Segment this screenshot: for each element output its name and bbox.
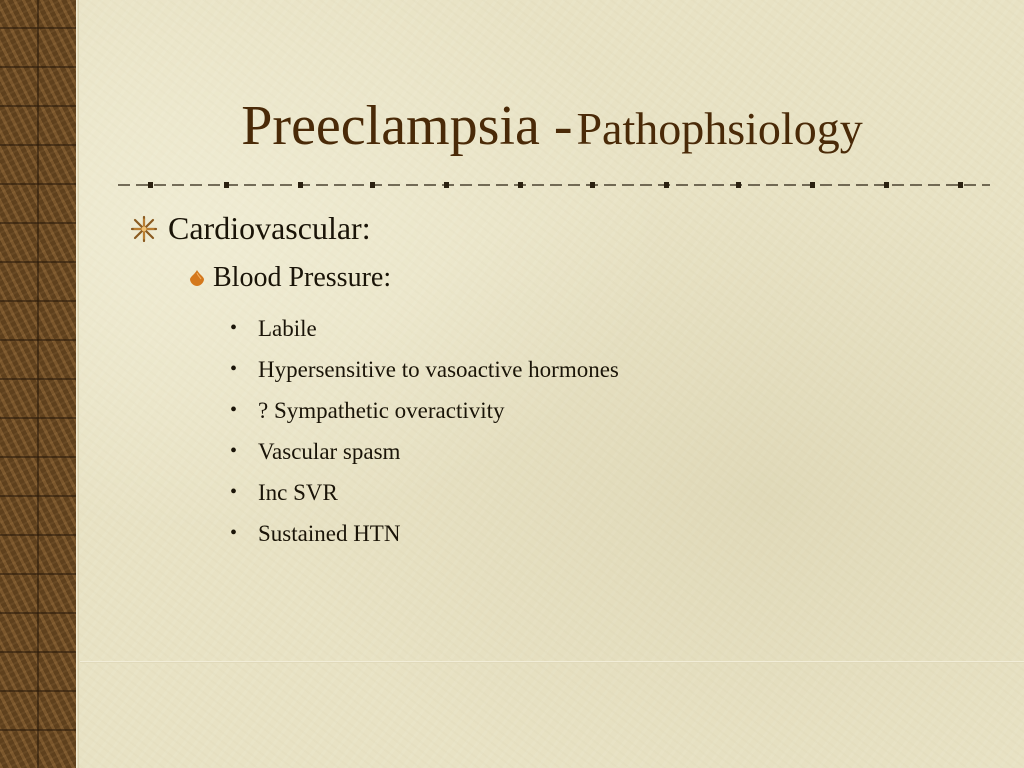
diamond-bullet-icon (189, 269, 205, 287)
list-item-text: Inc SVR (258, 479, 338, 505)
list-item (230, 431, 619, 472)
list-item-text: Hypersensitive to vasoactive hormones (258, 356, 619, 382)
list-item-text: Vascular spasm (258, 438, 401, 464)
bullet-level1 (130, 210, 371, 247)
bullet-level2 (189, 262, 391, 294)
list-item-text: ? Sympathetic overactivity (258, 397, 505, 423)
starburst-bullet-icon (130, 215, 158, 243)
list-item (230, 349, 619, 390)
bullet-dot: • (230, 399, 238, 421)
list-item (230, 513, 619, 554)
list-item-text: Labile (258, 315, 317, 341)
bullet-level2-text: Blood Pressure: (213, 262, 392, 293)
bullet-dot: • (230, 481, 238, 503)
list-item (230, 308, 619, 349)
title-main: Preeclampsia - (241, 95, 573, 157)
bullet-level1-text: Cardiovascular: (168, 210, 371, 246)
bullet-dot: • (230, 358, 238, 380)
list-item (230, 390, 619, 431)
bullet-dot: • (230, 522, 238, 544)
list-item-text: Sustained HTN (258, 520, 401, 546)
list-item (230, 472, 619, 513)
bullet-dot: • (230, 317, 238, 339)
bullet-level3-list (230, 308, 619, 554)
bottom-rule (80, 661, 1024, 663)
title-sub: Pathophsiology (576, 103, 863, 154)
bullet-dot: • (230, 440, 238, 462)
